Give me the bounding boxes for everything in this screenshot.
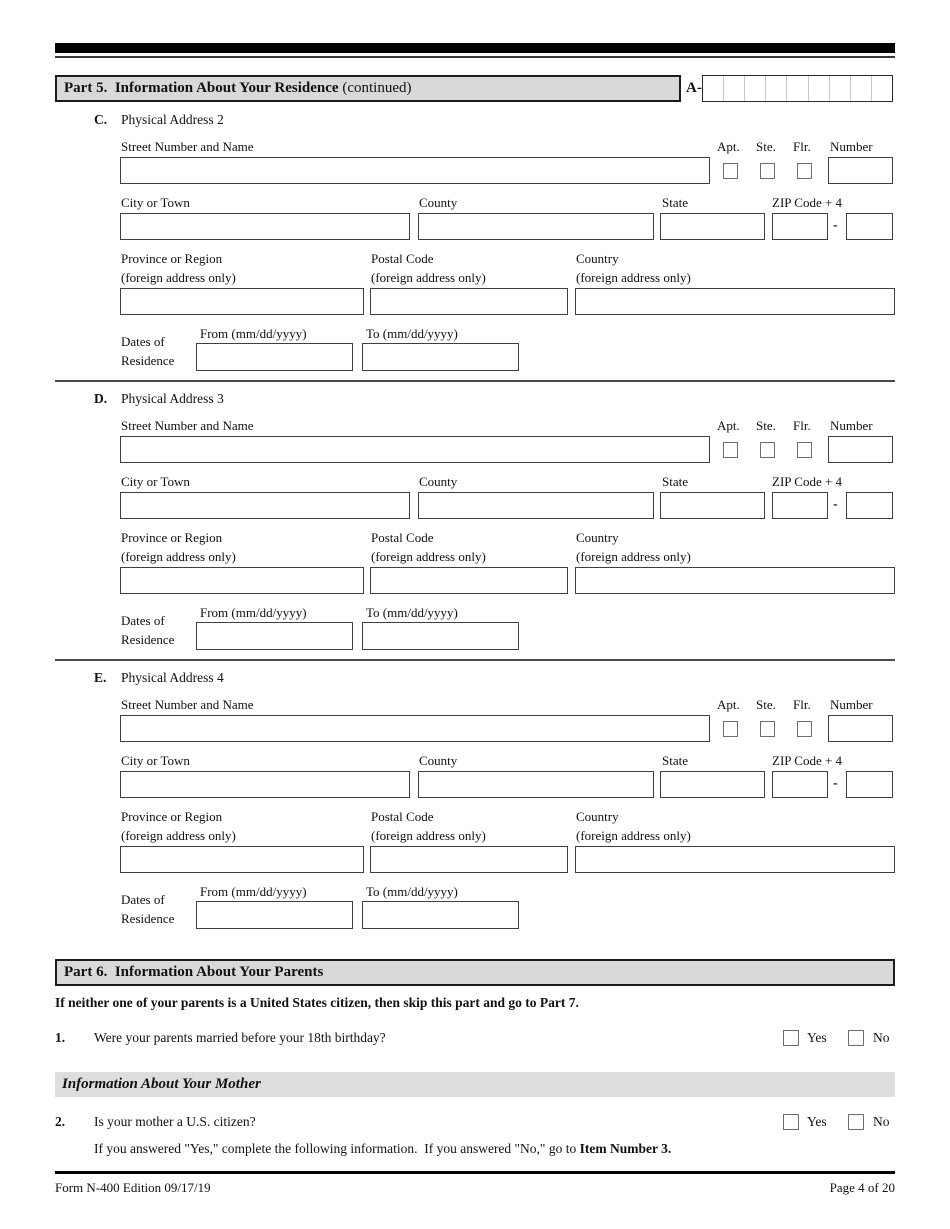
apt-label: Apt. (717, 697, 740, 712)
postal-label: Postal Code (371, 251, 434, 266)
question1-number: 1. (55, 1030, 66, 1045)
from-date-label: From (mm/dd/yyyy) (200, 884, 307, 899)
flr-label: Flr. (793, 418, 811, 433)
unit-number-input[interactable] (828, 436, 893, 463)
to-date-input[interactable] (362, 343, 519, 371)
question2-text: Is your mother a U.S. citizen? (94, 1114, 256, 1129)
unit-number-input[interactable] (828, 715, 893, 742)
mother-section-heading-band (55, 1072, 895, 1097)
city-label: City or Town (121, 753, 190, 768)
state-input[interactable] (660, 771, 765, 798)
number-label: Number (830, 697, 873, 712)
question2-yes-checkbox[interactable] (783, 1114, 799, 1130)
part5-title: Part 5. Information About Your Residence (64, 80, 339, 96)
footer-rule (55, 1171, 895, 1174)
zip-input[interactable] (772, 771, 828, 798)
section-title: Physical Address 2 (121, 112, 224, 127)
dates-of-residence-label-line2: Residence (121, 353, 175, 368)
a-number-cell[interactable] (724, 76, 745, 101)
dates-of-residence-label-line2: Residence (121, 911, 175, 926)
section-title: Physical Address 4 (121, 670, 224, 685)
postal-label: Postal Code (371, 530, 434, 545)
number-label: Number (830, 139, 873, 154)
street-label: Street Number and Name (121, 418, 254, 433)
dates-of-residence-label-line2: Residence (121, 632, 175, 647)
question2-no-checkbox[interactable] (848, 1114, 864, 1130)
to-date-label: To (mm/dd/yyyy) (366, 605, 458, 620)
a-number-cell[interactable] (830, 76, 851, 101)
state-input[interactable] (660, 213, 765, 240)
top-thin-rule (55, 56, 895, 58)
section-title: Physical Address 3 (121, 391, 224, 406)
flr-label: Flr. (793, 697, 811, 712)
unit-number-input[interactable] (828, 157, 893, 184)
from-date-input[interactable] (196, 901, 353, 929)
country-input[interactable] (575, 846, 895, 873)
postal-foreign-note: (foreign address only) (371, 828, 486, 843)
province-input[interactable] (120, 846, 364, 873)
from-date-input[interactable] (196, 622, 353, 650)
county-label: County (419, 753, 458, 768)
a-number-cell[interactable] (745, 76, 766, 101)
flr-checkbox[interactable] (797, 721, 812, 737)
state-label: State (662, 474, 688, 489)
apt-checkbox[interactable] (723, 442, 738, 458)
from-date-input[interactable] (196, 343, 353, 371)
street-label: Street Number and Name (121, 697, 254, 712)
postal-label: Postal Code (371, 809, 434, 824)
postal-input[interactable] (370, 846, 568, 873)
city-input[interactable] (120, 213, 410, 240)
zip-input[interactable] (772, 492, 828, 519)
a-number-cell[interactable] (703, 76, 724, 101)
county-label: County (419, 474, 458, 489)
apt-label: Apt. (717, 418, 740, 433)
apt-checkbox[interactable] (723, 163, 738, 179)
mother-section-heading: Information About Your Mother (62, 1076, 261, 1092)
province-label: Province or Region (121, 251, 223, 266)
footer-page-number: Page 4 of 20 (829, 1180, 895, 1195)
postal-foreign-note: (foreign address only) (371, 270, 486, 285)
part6-intro: If neither one of your parents is a United States citizen, then skip this part and go to Part 7. (55, 995, 579, 1010)
zip-label: ZIP Code + 4 (772, 474, 843, 489)
dates-of-residence-label-line1: Dates of (121, 613, 165, 628)
a-number-cell[interactable] (787, 76, 808, 101)
zip-label: ZIP Code + 4 (772, 195, 843, 210)
part5-header (55, 75, 681, 102)
physical-address-section (0, 670, 950, 940)
question2-no-label: No (873, 1114, 890, 1129)
country-input[interactable] (575, 567, 895, 594)
flr-checkbox[interactable] (797, 442, 812, 458)
a-number-input[interactable] (702, 75, 893, 102)
question2-yes-label: Yes (807, 1114, 827, 1129)
to-date-input[interactable] (362, 622, 519, 650)
part6-header (55, 959, 895, 986)
question2-note-text: If you answered "Yes," complete the following information. If you answered "No," go to (94, 1141, 580, 1156)
county-input[interactable] (418, 771, 654, 798)
ste-checkbox[interactable] (760, 163, 775, 179)
section-letter: C. (94, 112, 108, 127)
county-input[interactable] (418, 492, 654, 519)
zip-input[interactable] (772, 213, 828, 240)
a-number-cell[interactable] (766, 76, 787, 101)
top-black-bar (55, 43, 895, 53)
physical-address-section (0, 112, 950, 382)
dates-of-residence-label-line1: Dates of (121, 334, 165, 349)
part6-title: Part 6. Information About Your Parents (64, 964, 324, 980)
street-label: Street Number and Name (121, 139, 254, 154)
to-date-label: To (mm/dd/yyyy) (366, 326, 458, 341)
a-number-cell[interactable] (851, 76, 872, 101)
ste-label: Ste. (756, 697, 776, 712)
ste-checkbox[interactable] (760, 442, 775, 458)
city-label: City or Town (121, 195, 190, 210)
question1-text: Were your parents married before your 18th birthday? (94, 1030, 386, 1045)
province-input[interactable] (120, 567, 364, 594)
question2-note-bold: Item Number 3. (579, 1141, 672, 1156)
section-divider (55, 380, 895, 382)
zip-label: ZIP Code + 4 (772, 753, 843, 768)
province-foreign-note: (foreign address only) (121, 270, 236, 285)
ste-label: Ste. (756, 139, 776, 154)
section-letter: E. (94, 670, 107, 685)
zip-plus4-input[interactable] (846, 213, 893, 240)
question1-yes-checkbox[interactable] (783, 1030, 799, 1046)
province-input[interactable] (120, 288, 364, 315)
country-input[interactable] (575, 288, 895, 315)
question2-note (94, 1141, 904, 1157)
street-input[interactable] (120, 436, 710, 463)
city-input[interactable] (120, 771, 410, 798)
country-foreign-note: (foreign address only) (576, 270, 691, 285)
flr-checkbox[interactable] (797, 163, 812, 179)
country-foreign-note: (foreign address only) (576, 549, 691, 564)
a-number-label: A- (686, 80, 702, 96)
postal-foreign-note: (foreign address only) (371, 549, 486, 564)
state-input[interactable] (660, 492, 765, 519)
city-label: City or Town (121, 474, 190, 489)
zip-hyphen: - (833, 776, 838, 791)
province-label: Province or Region (121, 530, 223, 545)
postal-input[interactable] (370, 567, 568, 594)
physical-address-section (0, 391, 950, 661)
state-label: State (662, 753, 688, 768)
ste-label: Ste. (756, 418, 776, 433)
question1-no-checkbox[interactable] (848, 1030, 864, 1046)
province-label: Province or Region (121, 809, 223, 824)
question1-no-label: No (873, 1030, 890, 1045)
a-number-cell[interactable] (872, 76, 892, 101)
a-number-cell[interactable] (809, 76, 830, 101)
dates-of-residence-label-line1: Dates of (121, 892, 165, 907)
zip-plus4-input[interactable] (846, 492, 893, 519)
country-label: Country (576, 251, 619, 266)
part5-title-continued: (continued) (338, 80, 412, 96)
from-date-label: From (mm/dd/yyyy) (200, 605, 307, 620)
zip-hyphen: - (833, 497, 838, 512)
flr-label: Flr. (793, 139, 811, 154)
zip-plus4-input[interactable] (846, 771, 893, 798)
county-label: County (419, 195, 458, 210)
apt-checkbox[interactable] (723, 721, 738, 737)
street-input[interactable] (120, 157, 710, 184)
section-divider (55, 659, 895, 661)
zip-hyphen: - (833, 218, 838, 233)
from-date-label: From (mm/dd/yyyy) (200, 326, 307, 341)
country-label: Country (576, 809, 619, 824)
postal-input[interactable] (370, 288, 568, 315)
country-foreign-note: (foreign address only) (576, 828, 691, 843)
province-foreign-note: (foreign address only) (121, 549, 236, 564)
question1-yes-label: Yes (807, 1030, 827, 1045)
footer-form-edition: Form N-400 Edition 09/17/19 (55, 1180, 211, 1195)
ste-checkbox[interactable] (760, 721, 775, 737)
section-letter: D. (94, 391, 108, 406)
county-input[interactable] (418, 213, 654, 240)
to-date-input[interactable] (362, 901, 519, 929)
number-label: Number (830, 418, 873, 433)
state-label: State (662, 195, 688, 210)
question2-number: 2. (55, 1114, 66, 1129)
apt-label: Apt. (717, 139, 740, 154)
street-input[interactable] (120, 715, 710, 742)
country-label: Country (576, 530, 619, 545)
city-input[interactable] (120, 492, 410, 519)
to-date-label: To (mm/dd/yyyy) (366, 884, 458, 899)
province-foreign-note: (foreign address only) (121, 828, 236, 843)
